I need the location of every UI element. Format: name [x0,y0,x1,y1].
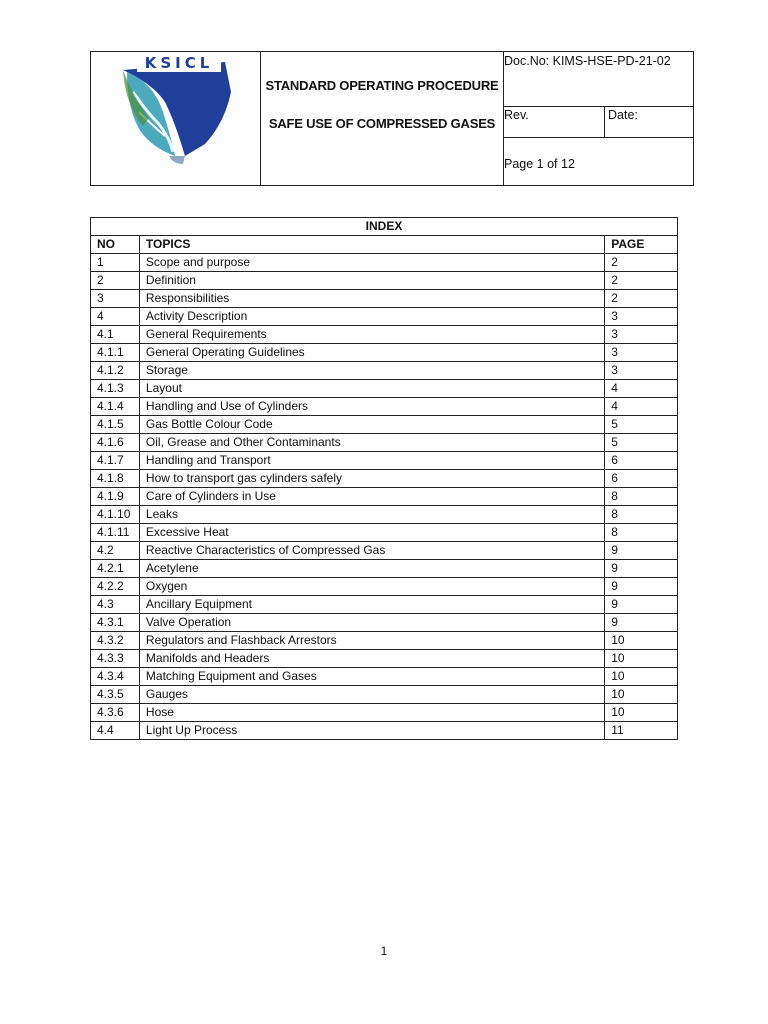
table-row [91,470,678,488]
table-row [91,398,678,416]
column-header-page: PAGE [605,236,678,254]
table-row [91,650,678,668]
table-row [91,272,678,290]
row-number: 4.2.1 [91,560,140,578]
row-topic: Leaks [139,506,604,524]
row-number: 4.1.1 [91,344,140,362]
row-page: 10 [605,650,678,668]
row-number: 4.1.9 [91,488,140,506]
row-number: 4.1.6 [91,434,140,452]
row-topic: Handling and Transport [139,452,604,470]
table-row [91,632,678,650]
row-topic: Layout [139,380,604,398]
row-page: 8 [605,488,678,506]
row-number: 4.1.7 [91,452,140,470]
row-page: 11 [605,722,678,740]
meta-cell [504,52,694,185]
row-number: 4.1.2 [91,362,140,380]
row-page: 10 [605,632,678,650]
row-topic: Storage [139,362,604,380]
logo-cell [91,52,261,185]
row-topic: General Operating Guidelines [139,344,604,362]
table-row [91,416,678,434]
row-topic: Gas Bottle Colour Code [139,416,604,434]
row-topic: Responsibilities [139,290,604,308]
row-topic: Manifolds and Headers [139,650,604,668]
title-cell [261,52,504,185]
table-row [91,344,678,362]
row-topic: Handling and Use of Cylinders [139,398,604,416]
row-page: 9 [605,578,678,596]
row-page: 5 [605,416,678,434]
document-subject-title: SAFE USE OF COMPRESSED GASES [268,116,496,131]
table-row [91,578,678,596]
row-number: 4.1 [91,326,140,344]
row-topic: Matching Equipment and Gases [139,668,604,686]
table-row [91,488,678,506]
index-header-row [91,236,678,254]
table-row [91,686,678,704]
row-number: 4.3 [91,596,140,614]
row-number: 4.1.11 [91,524,140,542]
document-header [90,51,694,186]
table-row [91,290,678,308]
row-topic: Care of Cylinders in Use [139,488,604,506]
row-page: 9 [605,542,678,560]
row-page: 9 [605,560,678,578]
row-number: 1 [91,254,140,272]
row-page: 9 [605,614,678,632]
row-number: 4.3.5 [91,686,140,704]
row-topic: How to transport gas cylinders safely [139,470,604,488]
row-page: 10 [605,686,678,704]
row-page: 4 [605,398,678,416]
row-number: 4.3.2 [91,632,140,650]
row-page: 8 [605,524,678,542]
row-topic: Activity Description [139,308,604,326]
index-body [91,254,678,740]
index-title-row [91,218,678,236]
table-row [91,434,678,452]
rev-label: Rev. [504,108,529,122]
row-number: 4.1.8 [91,470,140,488]
row-page: 10 [605,704,678,722]
row-page: 2 [605,290,678,308]
row-topic: Acetylene [139,560,604,578]
row-number: 4.1.5 [91,416,140,434]
row-page: 10 [605,668,678,686]
table-row [91,542,678,560]
row-topic: Oxygen [139,578,604,596]
rev-cell [504,106,605,137]
row-number: 4.3.4 [91,668,140,686]
row-number: 4.2.2 [91,578,140,596]
row-number: 4.3.6 [91,704,140,722]
rev-date-row [504,106,694,138]
row-number: 4.1.4 [91,398,140,416]
index-table [90,217,678,740]
table-row [91,668,678,686]
row-topic: Definition [139,272,604,290]
doc-number-row [504,52,694,107]
column-header-topics: TOPICS [139,236,604,254]
table-row [91,614,678,632]
table-row [91,524,678,542]
row-topic: Gauges [139,686,604,704]
date-label: Date: [608,108,638,122]
table-row [91,560,678,578]
row-page: 6 [605,470,678,488]
row-number: 4 [91,308,140,326]
row-topic: Valve Operation [139,614,604,632]
row-page: 3 [605,326,678,344]
row-number: 4.4 [91,722,140,740]
row-number: 4.1.3 [91,380,140,398]
logo-text: KSICL [144,54,214,72]
row-topic: Ancillary Equipment [139,596,604,614]
row-page: 9 [605,596,678,614]
table-row [91,722,678,740]
row-number: 3 [91,290,140,308]
doc-number: Doc.No: KIMS-HSE-PD-21-02 [504,54,671,68]
row-page: 8 [605,506,678,524]
row-topic: Light Up Process [139,722,604,740]
row-topic: Scope and purpose [139,254,604,272]
row-number: 4.2 [91,542,140,560]
row-page: 5 [605,434,678,452]
table-row [91,596,678,614]
page-count: Page 1 of 12 [504,157,575,171]
row-page: 4 [605,380,678,398]
table-row [91,308,678,326]
table-row [91,452,678,470]
row-topic: Regulators and Flashback Arrestors [139,632,604,650]
row-topic: Oil, Grease and Other Contaminants [139,434,604,452]
column-header-no: NO [91,236,140,254]
row-page: 2 [605,254,678,272]
index-title: INDEX [91,218,678,236]
row-page: 3 [605,344,678,362]
row-topic: Excessive Heat [139,524,604,542]
row-number: 4.3.3 [91,650,140,668]
table-row [91,362,678,380]
table-row [91,326,678,344]
company-logo [113,52,237,172]
row-number: 4.3.1 [91,614,140,632]
row-page: 2 [605,272,678,290]
row-topic: Reactive Characteristics of Compressed Gas [139,542,604,560]
row-page: 6 [605,452,678,470]
row-number: 2 [91,272,140,290]
row-topic: General Requirements [139,326,604,344]
page-number: 1 [380,944,388,958]
table-row [91,506,678,524]
table-row [91,704,678,722]
page-count-row [504,138,694,185]
table-row [91,254,678,272]
date-cell [605,106,694,137]
row-number: 4.1.10 [91,506,140,524]
table-row [91,380,678,398]
document-type-title: STANDARD OPERATING PROCEDURE [265,78,499,93]
row-page: 3 [605,362,678,380]
row-topic: Hose [139,704,604,722]
row-page: 3 [605,308,678,326]
